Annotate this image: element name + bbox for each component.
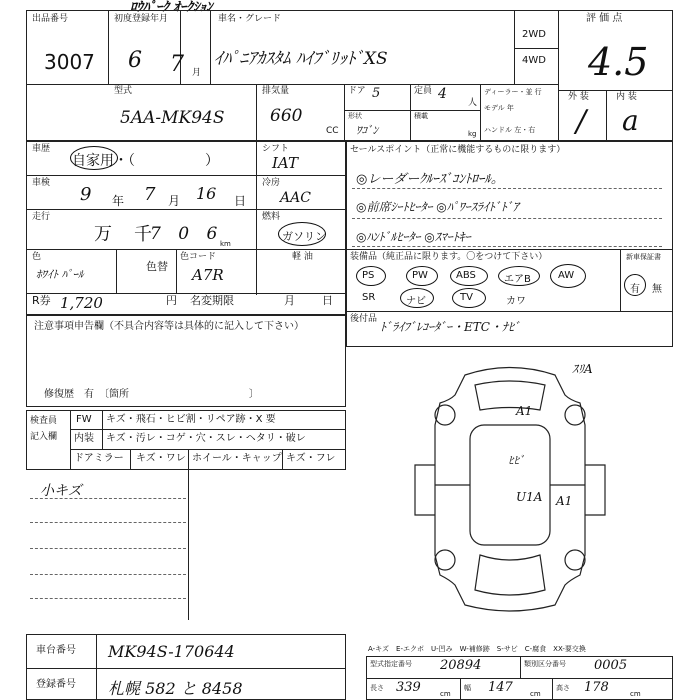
equip-leather: カワ <box>506 296 526 307</box>
equip-airbag-circle <box>498 266 540 286</box>
warranty-no: 無 <box>652 284 662 295</box>
width-value: 147 <box>488 680 513 695</box>
inspection-label: 車検 <box>32 178 51 188</box>
capacity-label: 定員 <box>414 86 433 96</box>
shift-value: IAT <box>272 154 298 172</box>
drive-2wd: 2WD <box>522 29 546 40</box>
color-code: A7R <box>192 266 224 284</box>
shift-label: シフト <box>262 144 290 154</box>
color-label: 色 <box>32 252 42 262</box>
fuel-circle <box>278 222 326 246</box>
expiry-label: 名変期限 <box>190 294 234 307</box>
shape-label: 形状 <box>348 112 362 120</box>
diagram-legend: A-キズ E-エクボ U-凹み W-補修跡 S-サビ C-腐食 XX-要交換 <box>368 645 586 653</box>
width-label: 幅 <box>464 684 471 692</box>
length-unit: cm <box>440 690 451 698</box>
sales-points-label: セールスポイント（正常に機能するものに限ります） <box>350 145 566 155</box>
type-circle <box>70 146 118 170</box>
expiry-day: 日 <box>322 294 333 307</box>
displacement-unit: CC <box>326 126 339 136</box>
color-value: ﾎﾜｲﾄ ﾊﾟｰﾙ <box>36 268 84 281</box>
chassis-number: MK94S-170644 <box>108 642 235 661</box>
reg-year-label: 初度登録年月 <box>114 14 169 24</box>
diagram-mark-1: A1 <box>516 404 533 418</box>
plate-number: 札幌 582 と 8458 <box>108 679 243 698</box>
displacement-label: 排気量 <box>262 86 290 96</box>
interior-label: 内 装 <box>616 92 637 102</box>
cert-number: 20894 <box>440 658 482 673</box>
ac-label: 冷房 <box>262 178 281 188</box>
equip-navi-circle <box>400 288 434 308</box>
mileage-man: 万 <box>94 224 112 245</box>
plate-label: 登録番号 <box>36 679 76 690</box>
reg-year: 6 <box>128 48 142 73</box>
model-code: 5AA-MK94S <box>120 108 225 128</box>
equip-tv-circle <box>452 288 486 308</box>
recycle-amount: 1,720 <box>60 294 103 312</box>
car-diagram <box>405 355 615 620</box>
mileage-label: 走行 <box>32 212 51 222</box>
type-label: 車歴 <box>32 144 51 154</box>
ac-value: AAC <box>280 190 311 206</box>
equip-ps-circle <box>356 266 386 286</box>
lot-label: 出品番号 <box>32 14 69 24</box>
diagram-mark-5: ｽﾘA <box>572 362 593 376</box>
fw-text: キズ・飛石・ヒビ割・リペア跡・X 要 <box>106 414 276 425</box>
capacity: 4 <box>438 86 447 102</box>
lot-number: 3007 <box>44 50 95 74</box>
drive-4wd: 4WD <box>522 55 546 66</box>
handle-label: ハンドル 左・右 <box>484 126 536 134</box>
diagram-mark-4: A1 <box>556 494 573 508</box>
door-mirror-label: ドアミラー <box>74 453 124 464</box>
new-car-label: 新車保証書 <box>626 253 661 261</box>
inspector-label-1: 検査員 <box>30 416 58 426</box>
fw-label: FW <box>76 414 92 425</box>
doors: 5 <box>372 86 381 101</box>
car-name: ｲﾊﾟﾆｱｶｽﾀﾑ ﾊｲﾌﾞﾘｯﾄﾞXS <box>214 49 388 69</box>
aftermarket-label: 後付品 <box>350 314 378 324</box>
interior-grade: a <box>622 104 639 137</box>
inspection-day: 16 <box>196 184 217 203</box>
doors-label: ドア <box>348 86 366 96</box>
equip-aw-circle <box>550 264 586 288</box>
width-unit: cm <box>530 690 541 698</box>
exterior-grade: / <box>576 104 587 139</box>
equip-pw-circle <box>406 266 438 286</box>
recycle-label: R券 <box>32 294 51 307</box>
reg-month-unit: 月 <box>192 68 202 78</box>
equip-ps: PS <box>362 270 375 281</box>
color-code-label: 色コード <box>180 252 217 262</box>
fuel-diesel: 軽 油 <box>292 252 313 262</box>
sales-point-2: ◎前席ｼｰﾄﾋｰﾀｰ ◎ﾊﾟﾜｰｽﾗｲﾄﾞﾄﾞｱ <box>356 200 519 214</box>
displacement: 660 <box>270 106 303 126</box>
cert-label: 型式指定番号 <box>370 660 412 668</box>
class-number: 0005 <box>594 658 628 673</box>
height-value: 178 <box>584 680 609 695</box>
height-unit: cm <box>630 690 641 698</box>
chassis-label: 車台番号 <box>36 645 76 656</box>
repair-label: 修復歴 有 〔箇所 〕 <box>44 389 259 400</box>
shape: ﾜｺﾞﾝ <box>356 124 378 137</box>
recycle-unit: 円 <box>166 294 177 307</box>
aftermarket-value: ﾄﾞﾗｲﾌﾞﾚｺｰﾀﾞｰ・ETC・ﾅﾋﾞ <box>380 320 520 334</box>
mileage-digits: 7 0 6 <box>150 224 224 244</box>
fuel-value: ガソリン <box>282 230 326 243</box>
mileage-sen: 千 <box>134 224 152 245</box>
mileage-unit: km <box>220 240 231 248</box>
equip-abs-circle <box>450 266 488 286</box>
header-stamp: ﾛｳﾊﾟｰｸ ｵｰｸｼｮﾝ <box>130 0 213 15</box>
capacity-unit: 人 <box>468 98 478 108</box>
fuel-label: 燃料 <box>262 212 281 222</box>
dealer-label: ディーラー・並 行 <box>484 88 542 96</box>
score: 4.5 <box>588 40 649 84</box>
equip-airbag: エアB <box>504 274 531 285</box>
equip-navi: ナビ <box>406 296 426 307</box>
inspection-year: 9 <box>80 184 92 205</box>
interior-check-label: 内装 <box>74 433 94 444</box>
type-value: 自家用・（ ） <box>72 153 219 169</box>
class-label: 類別区分番号 <box>524 660 566 668</box>
model-label: 型式 <box>114 86 133 96</box>
wheel-text: キズ・フレ <box>286 453 336 464</box>
exterior-label: 外 装 <box>568 92 589 102</box>
length-label: 長さ <box>370 684 384 692</box>
equip-abs: ABS <box>456 270 476 281</box>
inspector-label-2: 記入欄 <box>30 432 58 442</box>
color-change-label: 色替 <box>146 260 168 273</box>
score-label: 評 価 点 <box>586 13 623 24</box>
wheel-label: ホイール・キャップ <box>192 453 282 464</box>
diagram-mark-3: U1A <box>516 490 543 504</box>
interior-check-text: キズ・汚レ・コゲ・穴・スレ・ヘタリ・破レ <box>106 433 306 444</box>
load-label: 積載 <box>414 112 428 120</box>
equip-sr: SR <box>362 292 376 303</box>
warranty-yes: 有 <box>630 284 640 295</box>
sales-point-3: ◎ﾊﾝﾄﾞﾙﾋｰﾀｰ ◎ｽﾏｰﾄｷｰ <box>356 230 471 244</box>
equip-pw: PW <box>412 270 428 281</box>
sales-point-1: ◎レーダーｸﾙｰｽﾞｺﾝﾄﾛｰﾙ。 <box>356 172 504 187</box>
inspector-note: 小キズ <box>40 483 82 499</box>
model-year-label: モデル 年 <box>484 104 514 112</box>
expiry-month: 月 <box>284 294 295 307</box>
reg-month: 7 <box>170 52 184 77</box>
equip-tv: TV <box>460 292 473 303</box>
notes-label: 注意事項申告欄（不具合内容等は具体的に記入して下さい） <box>34 321 304 332</box>
warranty-yes-circle <box>624 274 646 296</box>
door-mirror-text: キズ・ワレ <box>136 453 186 464</box>
inspection-month-unit: 月 <box>168 194 181 208</box>
inspection-year-unit: 年 <box>112 194 125 208</box>
equip-aw: AW <box>558 270 575 281</box>
height-label: 高さ <box>556 684 570 692</box>
equipment-label: 装備品（純正品に限ります。〇をつけて下さい） <box>350 252 548 262</box>
load-unit: kg <box>468 130 477 138</box>
diagram-mark-2: ﾋﾋﾞ <box>508 454 525 467</box>
length-value: 339 <box>396 680 421 695</box>
name-label: 車名・グレード <box>218 14 282 24</box>
inspection-month: 7 <box>144 184 156 205</box>
inspection-day-unit: 日 <box>234 194 247 208</box>
